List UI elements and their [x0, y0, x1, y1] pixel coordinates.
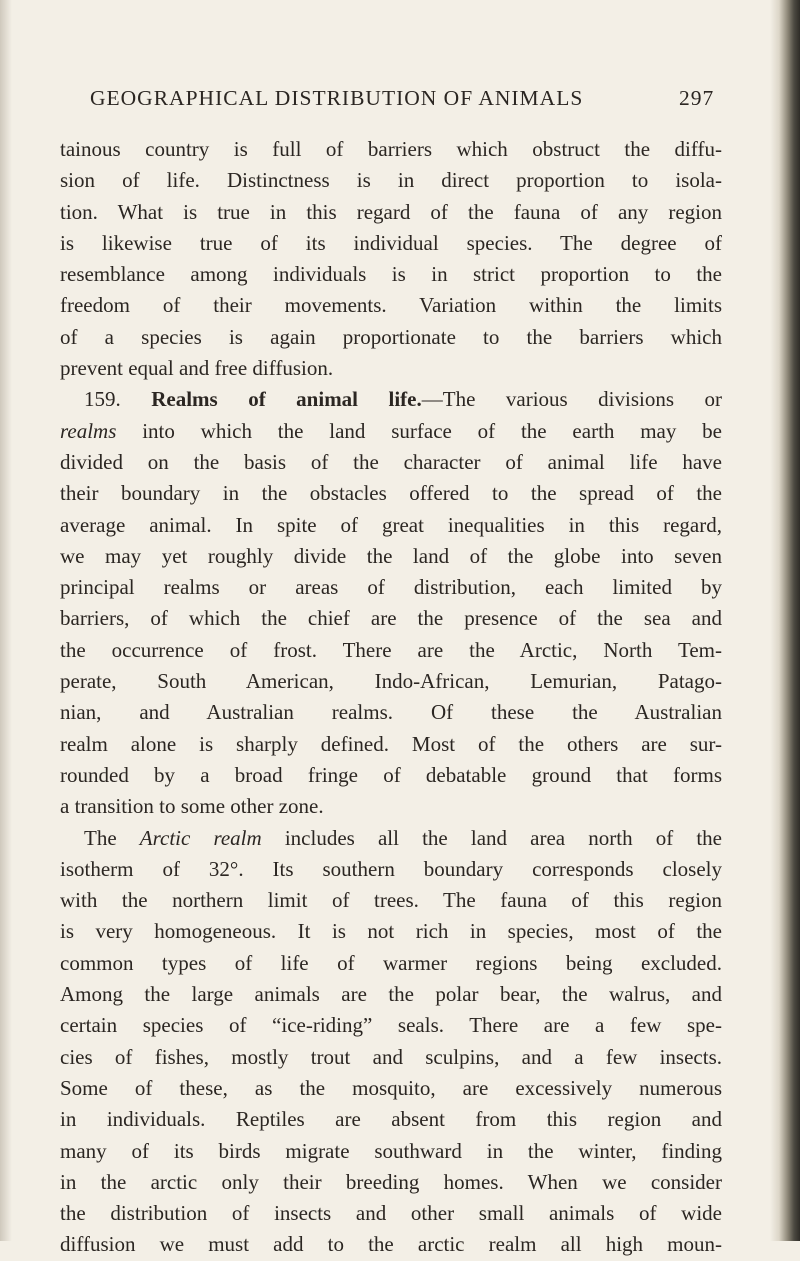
- text-line: diffusion we must add to the arctic realm all high moun-: [60, 1232, 722, 1257]
- page-number: 297: [679, 86, 715, 110]
- text-span: includes all the land area north of the: [261, 825, 723, 850]
- text-line: common types of life of warmer regions being excluded.: [60, 950, 722, 975]
- running-title: GEOGRAPHICAL DISTRIBUTION OF ANIMALS: [90, 86, 584, 110]
- text-line: sion of life. Distinctness is in direct proportion to isola-: [60, 168, 722, 193]
- italic-term: Arctic realm: [139, 825, 262, 850]
- book-binding-edge: [770, 0, 800, 1241]
- text-line: Among the large animals are the polar bear, the walrus, and: [60, 982, 722, 1007]
- text-line: certain species of “ice-riding” seals. There are a few spe-: [60, 1013, 722, 1038]
- text-line: [60, 416, 722, 447]
- text-line: in individuals. Reptiles are absent from this region and: [60, 1107, 722, 1132]
- text-line: rounded by a broad fringe of debatable ground that forms: [60, 762, 722, 787]
- section-heading-line: [60, 384, 722, 415]
- body-text: [60, 134, 722, 1261]
- text-line: isotherm of 32°. Its southern boundary corresponds closely: [60, 856, 722, 881]
- text-line: in the arctic only their breeding homes. When we consider: [60, 1169, 722, 1194]
- text-line: realm alone is sharply defined. Most of the others are sur-: [60, 731, 722, 756]
- text-span: —The various divisions or: [421, 387, 723, 412]
- text-line: Some of these, as the mosquito, are excessively numerous: [60, 1075, 722, 1100]
- text-line: barriers, of which the chief are the presence of the sea and: [60, 606, 722, 631]
- text-line: principal realms or areas of distribution, each limited by: [60, 575, 722, 600]
- section-number: 159.: [84, 387, 121, 412]
- text-span: into which the land surface of the earth may be: [116, 418, 722, 443]
- text-line: divided on the basis of the character of animal life have: [60, 449, 722, 474]
- text-line: freedom of their movements. Variation within the limits: [60, 293, 722, 318]
- text-line: we may yet roughly divide the land of the globe into seven: [60, 543, 722, 568]
- text-line: tion. What is true in this regard of the fauna of any region: [60, 199, 722, 224]
- section-heading: Realms of animal life.: [151, 387, 422, 412]
- text-span: The: [84, 825, 140, 850]
- text-line: perate, South American, Indo-African, Lemurian, Patago-: [60, 669, 722, 694]
- text-line: prevent equal and free diffusion.: [60, 356, 334, 381]
- text-line: the distribution of insects and other small animals of wide: [60, 1201, 722, 1226]
- text-line: average animal. In spite of great inequalities in this regard,: [60, 512, 722, 537]
- italic-term: realms: [60, 418, 117, 443]
- text-line: [60, 823, 722, 854]
- text-line: a transition to some other zone.: [60, 794, 324, 819]
- text-line: cies of fishes, mostly trout and sculpins, and a few insects.: [60, 1044, 722, 1069]
- page-edge-shadow: [0, 0, 12, 1241]
- text-line: resemblance among individuals is in strict proportion to the: [60, 262, 722, 287]
- text-line: of a species is again proportionate to the barriers which: [60, 324, 722, 349]
- text-line: their boundary in the obstacles offered to the spread of the: [60, 481, 722, 506]
- text-line: is very homogeneous. It is not rich in species, most of the: [60, 919, 722, 944]
- text-line: nian, and Australian realms. Of these the Australian: [60, 700, 722, 725]
- text-line: with the northern limit of trees. The fauna of this region: [60, 888, 722, 913]
- text-line: the occurrence of frost. There are the Arctic, North Tem-: [60, 637, 722, 662]
- text-line: tainous country is full of barriers which obstruct the diffu-: [60, 137, 722, 161]
- text-line: is likewise true of its individual species. The degree of: [60, 230, 722, 255]
- text-line: many of its birds migrate southward in the winter, finding: [60, 1138, 722, 1163]
